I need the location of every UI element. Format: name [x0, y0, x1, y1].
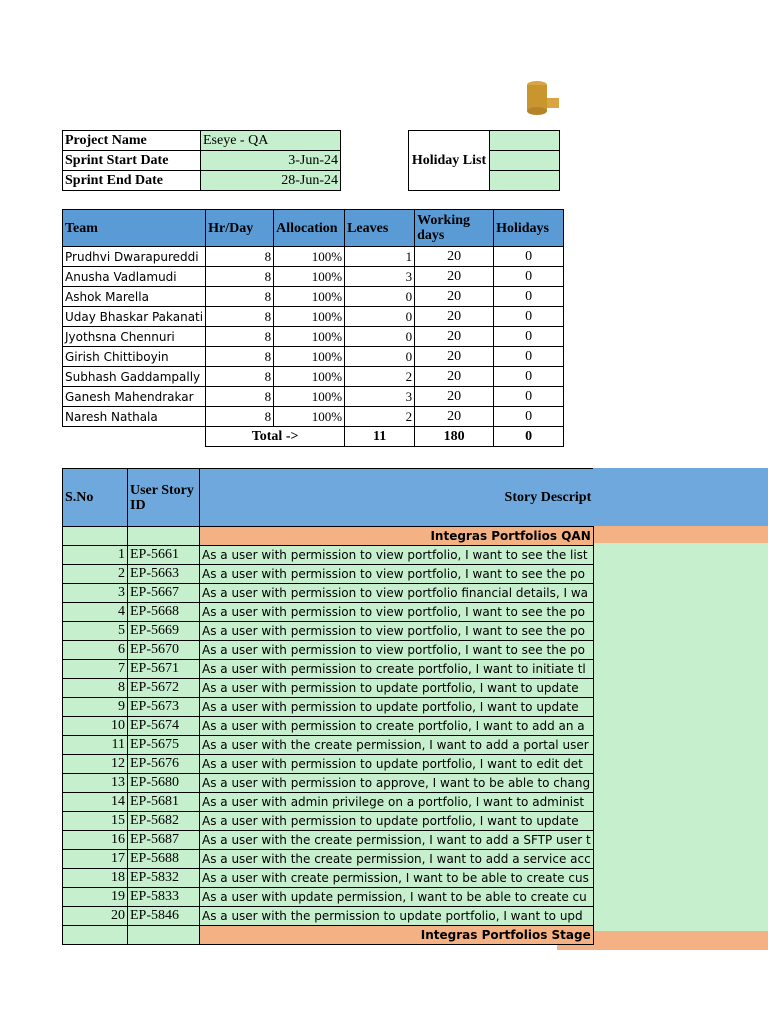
holiday-cell[interactable]: [490, 131, 560, 151]
member-name: Girish Chittiboyin: [63, 347, 206, 367]
section-empty-cell: [63, 926, 128, 945]
total-label: Total ->: [206, 427, 345, 447]
story-row: [63, 641, 594, 660]
story-row: [63, 850, 594, 869]
member-name: Ganesh Mahendrakar: [63, 387, 206, 407]
story-sno: 5: [63, 622, 128, 641]
member-hr-day[interactable]: 8: [206, 287, 274, 307]
header-story-description: Story Descript: [200, 469, 594, 527]
story-row: [63, 774, 594, 793]
story-row: [63, 812, 594, 831]
story-id[interactable]: EP-5667: [128, 584, 200, 603]
member-working-days: 20: [415, 367, 494, 387]
story-sno: 19: [63, 888, 128, 907]
member-leaves[interactable]: 0: [345, 347, 415, 367]
story-description[interactable]: As a user with the create permission, I want to add a service acc: [200, 850, 594, 869]
story-description[interactable]: As a user with the create permission, I want to add a portal user: [200, 736, 594, 755]
project-field-value[interactable]: 28-Jun-24: [201, 171, 341, 191]
member-working-days: 20: [415, 287, 494, 307]
team-member-row: [63, 267, 564, 287]
project-info-row: [63, 131, 341, 151]
story-id[interactable]: EP-5672: [128, 679, 200, 698]
project-info-row: [63, 171, 341, 191]
story-sno: 20: [63, 907, 128, 926]
story-sno: 9: [63, 698, 128, 717]
story-description[interactable]: As a user with permission to view portfolio, I want to see the po: [200, 565, 594, 584]
company-logo-icon: [523, 78, 559, 118]
project-field-value[interactable]: Eseye - QA: [201, 131, 341, 151]
member-hr-day[interactable]: 8: [206, 327, 274, 347]
story-description[interactable]: As a user with permission to update portfolio, I want to update: [200, 679, 594, 698]
header-story-id: User Story ID: [128, 469, 200, 527]
team-member-row: [63, 287, 564, 307]
member-leaves[interactable]: 2: [345, 367, 415, 387]
story-description[interactable]: As a user with permission to view portfolio, I want to see the po: [200, 622, 594, 641]
member-leaves[interactable]: 3: [345, 387, 415, 407]
member-name: Ashok Marella: [63, 287, 206, 307]
member-allocation[interactable]: 100%: [274, 327, 345, 347]
team-member-row: [63, 327, 564, 347]
story-id[interactable]: EP-5663: [128, 565, 200, 584]
header-leaves: Leaves: [345, 210, 415, 247]
story-row: [63, 584, 594, 603]
story-description[interactable]: As a user with admin privilege on a portfolio, I want to administ: [200, 793, 594, 812]
member-name: Naresh Nathala: [63, 407, 206, 427]
story-description[interactable]: As a user with permission to view portfolio, I want to see the po: [200, 603, 594, 622]
holiday-list-table: [408, 130, 560, 191]
member-working-days: 20: [415, 267, 494, 287]
project-info-table: [62, 130, 341, 191]
story-row: [63, 888, 594, 907]
team-member-row: [63, 407, 564, 427]
story-sno: 18: [63, 869, 128, 888]
story-description[interactable]: As a user with the permission to update portfolio, I want to upd: [200, 907, 594, 926]
member-allocation[interactable]: 100%: [274, 307, 345, 327]
user-story-table: [62, 468, 594, 945]
team-member-row: [63, 347, 564, 367]
section-title: Integras Portfolios QAN: [200, 527, 594, 546]
story-sno: 2: [63, 565, 128, 584]
story-description[interactable]: As a user with update permission, I want to be able to create cu: [200, 888, 594, 907]
member-working-days: 20: [415, 347, 494, 367]
member-working-days: 20: [415, 307, 494, 327]
member-hr-day[interactable]: 8: [206, 367, 274, 387]
member-holidays: 0: [494, 387, 564, 407]
story-sno: 16: [63, 831, 128, 850]
member-leaves[interactable]: 0: [345, 287, 415, 307]
story-row: [63, 907, 594, 926]
section-empty-cell: [63, 527, 128, 546]
member-allocation[interactable]: 100%: [274, 407, 345, 427]
member-allocation[interactable]: 100%: [274, 367, 345, 387]
member-hr-day[interactable]: 8: [206, 407, 274, 427]
story-description[interactable]: As a user with permission to update portfolio, I want to edit det: [200, 755, 594, 774]
story-description[interactable]: As a user with permission to approve, I want to be able to chang: [200, 774, 594, 793]
story-sno: 4: [63, 603, 128, 622]
story-sno: 10: [63, 717, 128, 736]
member-holidays: 0: [494, 247, 564, 267]
member-name: Uday Bhaskar Pakanati: [63, 307, 206, 327]
story-row: [63, 565, 594, 584]
header-allocation: Allocation: [274, 210, 345, 247]
story-description[interactable]: As a user with create permission, I want to be able to create cus: [200, 869, 594, 888]
member-name: Anusha Vadlamudi: [63, 267, 206, 287]
story-row: [63, 755, 594, 774]
story-id[interactable]: EP-5675: [128, 736, 200, 755]
story-description[interactable]: As a user with the create permission, I want to add a SFTP user t: [200, 831, 594, 850]
header-working-days: Working days: [415, 210, 494, 247]
project-field-label: Project Name: [63, 131, 201, 151]
project-field-value[interactable]: 3-Jun-24: [201, 151, 341, 171]
story-row: [63, 717, 594, 736]
story-description[interactable]: As a user with permission to view portfolio, I want to see the list: [200, 546, 594, 565]
member-working-days: 20: [415, 247, 494, 267]
story-id[interactable]: EP-5846: [128, 907, 200, 926]
total-leaves: 11: [345, 427, 415, 447]
story-id[interactable]: EP-5669: [128, 622, 200, 641]
section-row: [63, 926, 594, 945]
story-row: [63, 793, 594, 812]
section-title: Integras Portfolios Stage: [200, 926, 594, 945]
story-row: [63, 546, 594, 565]
member-leaves[interactable]: 0: [345, 327, 415, 347]
story-description[interactable]: As a user with permission to create portfolio, I want to add an a: [200, 717, 594, 736]
story-id[interactable]: EP-5674: [128, 717, 200, 736]
story-description[interactable]: As a user with permission to update portfolio, I want to update: [200, 698, 594, 717]
header-team: Team: [63, 210, 206, 247]
member-holidays: 0: [494, 327, 564, 347]
holiday-list-label: Holiday List: [409, 131, 490, 191]
story-id[interactable]: EP-5682: [128, 812, 200, 831]
story-sno: 13: [63, 774, 128, 793]
member-name: Prudhvi Dwarapureddi: [63, 247, 206, 267]
member-hr-day[interactable]: 8: [206, 307, 274, 327]
team-member-row: [63, 367, 564, 387]
member-holidays: 0: [494, 367, 564, 387]
member-allocation[interactable]: 100%: [274, 347, 345, 367]
member-holidays: 0: [494, 407, 564, 427]
story-row: [63, 679, 594, 698]
header-holidays: Holidays: [494, 210, 564, 247]
story-id[interactable]: EP-5832: [128, 869, 200, 888]
story-row: [63, 736, 594, 755]
story-sno: 3: [63, 584, 128, 603]
team-table: [62, 209, 564, 447]
team-total-row: [63, 427, 564, 447]
member-leaves[interactable]: 3: [345, 267, 415, 287]
story-row: [63, 603, 594, 622]
member-leaves[interactable]: 2: [345, 407, 415, 427]
member-holidays: 0: [494, 347, 564, 367]
member-hr-day[interactable]: 8: [206, 247, 274, 267]
story-sno: 6: [63, 641, 128, 660]
story-row: [63, 831, 594, 850]
member-working-days: 20: [415, 407, 494, 427]
member-name: Subhash Gaddampally: [63, 367, 206, 387]
story-id[interactable]: EP-5681: [128, 793, 200, 812]
member-holidays: 0: [494, 307, 564, 327]
member-working-days: 20: [415, 327, 494, 347]
project-field-label: Sprint Start Date: [63, 151, 201, 171]
story-id[interactable]: EP-5670: [128, 641, 200, 660]
story-id[interactable]: EP-5688: [128, 850, 200, 869]
total-spacer: [63, 427, 206, 447]
story-sno: 14: [63, 793, 128, 812]
team-member-row: [63, 247, 564, 267]
total-working-days: 180: [415, 427, 494, 447]
total-holidays: 0: [494, 427, 564, 447]
story-sno: 8: [63, 679, 128, 698]
member-allocation[interactable]: 100%: [274, 387, 345, 407]
story-id[interactable]: EP-5673: [128, 698, 200, 717]
team-member-row: [63, 307, 564, 327]
story-id[interactable]: EP-5687: [128, 831, 200, 850]
member-holidays: 0: [494, 267, 564, 287]
section-empty-cell: [128, 926, 200, 945]
holiday-cell[interactable]: [490, 151, 560, 171]
member-working-days: 20: [415, 387, 494, 407]
section-empty-cell: [128, 527, 200, 546]
story-sno: 7: [63, 660, 128, 679]
member-allocation[interactable]: 100%: [274, 267, 345, 287]
story-id[interactable]: EP-5661: [128, 546, 200, 565]
member-hr-day[interactable]: 8: [206, 387, 274, 407]
story-id[interactable]: EP-5676: [128, 755, 200, 774]
member-holidays: 0: [494, 287, 564, 307]
member-hr-day[interactable]: 8: [206, 347, 274, 367]
member-leaves[interactable]: 1: [345, 247, 415, 267]
header-hr-day: Hr/Day: [206, 210, 274, 247]
story-id[interactable]: EP-5668: [128, 603, 200, 622]
member-allocation[interactable]: 100%: [274, 247, 345, 267]
story-sno: 15: [63, 812, 128, 831]
team-member-row: [63, 387, 564, 407]
story-id[interactable]: EP-5833: [128, 888, 200, 907]
project-field-label: Sprint End Date: [63, 171, 201, 191]
header-sno: S.No: [63, 469, 128, 527]
story-description[interactable]: As a user with permission to create portfolio, I want to initiate tl: [200, 660, 594, 679]
member-leaves[interactable]: 0: [345, 307, 415, 327]
story-id[interactable]: EP-5680: [128, 774, 200, 793]
story-row: [63, 698, 594, 717]
member-hr-day[interactable]: 8: [206, 267, 274, 287]
story-id[interactable]: EP-5671: [128, 660, 200, 679]
story-row: [63, 622, 594, 641]
story-description[interactable]: As a user with permission to view portfolio, I want to see the po: [200, 641, 594, 660]
story-sno: 17: [63, 850, 128, 869]
member-allocation[interactable]: 100%: [274, 287, 345, 307]
story-sno: 11: [63, 736, 128, 755]
story-row: [63, 869, 594, 888]
story-description[interactable]: As a user with permission to view portfolio financial details, I wa: [200, 584, 594, 603]
holiday-cell[interactable]: [490, 171, 560, 191]
story-sno: 1: [63, 546, 128, 565]
member-name: Jyothsna Chennuri: [63, 327, 206, 347]
story-sno: 12: [63, 755, 128, 774]
story-description[interactable]: As a user with permission to update portfolio, I want to update: [200, 812, 594, 831]
section-row: [63, 527, 594, 546]
story-row: [63, 660, 594, 679]
project-info-row: [63, 151, 341, 171]
